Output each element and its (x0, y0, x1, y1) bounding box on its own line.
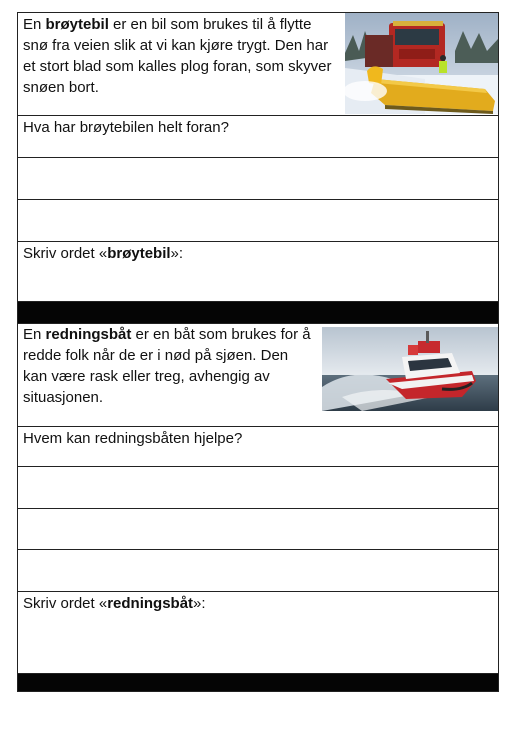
section-divider (18, 302, 498, 324)
intro-row-rescueboat (18, 324, 498, 427)
write-keyword: brøytebil (107, 245, 171, 262)
write-prefix: Skriv ordet « (23, 595, 108, 612)
question-row-rescueboat (18, 427, 498, 467)
section-divider (18, 674, 498, 692)
write-suffix: »: (193, 595, 206, 612)
worksheet (17, 12, 499, 692)
intro-row-snowplow (18, 13, 498, 116)
intro-prefix: En (23, 326, 46, 343)
intro-prefix: En (23, 16, 46, 33)
intro-keyword: redningsbåt (45, 326, 132, 343)
answer-line[interactable] (18, 550, 498, 592)
intro-text (18, 13, 345, 115)
answer-line[interactable] (18, 467, 498, 509)
question-row-snowplow (18, 116, 498, 158)
write-word-row-rescueboat[interactable] (18, 592, 498, 674)
rescue-boat-icon (322, 327, 498, 411)
write-keyword: redningsbåt (107, 595, 194, 612)
intro-keyword: brøytebil (45, 16, 109, 33)
snowplow-image (345, 13, 498, 114)
question-text: Hvem kan redningsbåten hjelpe? (23, 430, 243, 447)
intro-body: er en bil som brukes til å flytte snø fra veien slik at vi kan kjøre trygt. Den har et stort blad som kalles plog foran, som skyver snøen bort. (23, 16, 332, 96)
write-word-row-snowplow[interactable] (18, 242, 498, 302)
snowplow-truck-icon (345, 13, 498, 114)
answer-line[interactable] (18, 158, 498, 200)
answer-line[interactable] (18, 509, 498, 550)
intro-body: er en båt som brukes for å redde folk når de er i nød på sjøen. Den kan være rask eller treg, avhengig av situasjonen. (23, 326, 311, 406)
intro-text (18, 324, 322, 426)
answer-line[interactable] (18, 200, 498, 242)
question-text: Hva har brøytebilen helt foran? (23, 119, 229, 136)
rescueboat-image (322, 327, 498, 411)
write-suffix: »: (170, 245, 184, 262)
write-prefix: Skriv ordet « (23, 245, 108, 262)
